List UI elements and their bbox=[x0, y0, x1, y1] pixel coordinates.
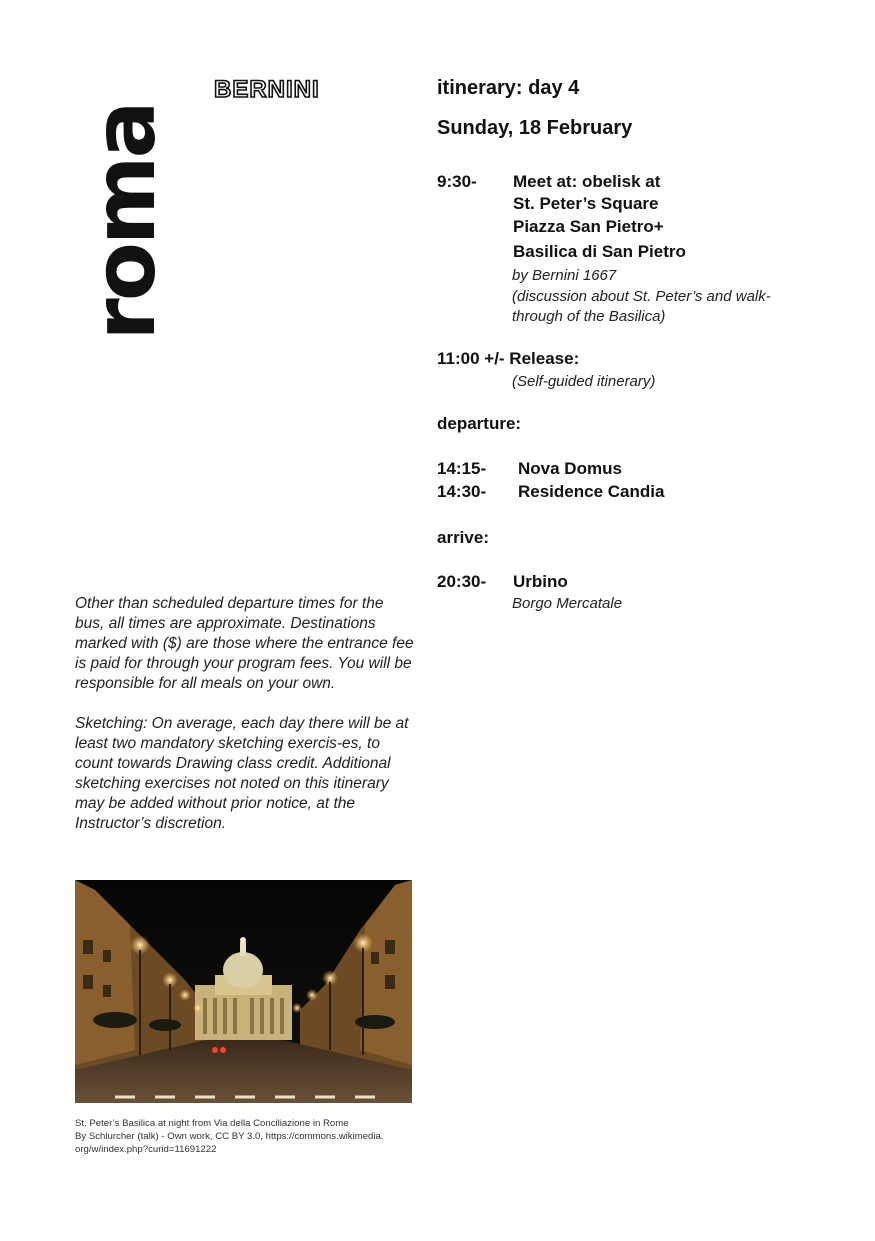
caption-line-1: St. Peter’s Basilica at night from Via della Conciliazione in Rome bbox=[75, 1118, 349, 1129]
departure-time-2: 14:30- bbox=[437, 482, 487, 501]
arrive-place: Urbino bbox=[513, 572, 568, 591]
meet-line-2: St. Peter’s Square bbox=[513, 194, 659, 213]
notes-paragraph-1: Other than scheduled departure times for the bus, all times are approximate. Destinations marked with ($) are those where the entrance fee is paid for through your program fees. You will be responsible for all meals on your own. bbox=[75, 595, 414, 692]
caption-line-2: By Schlurcher (talk) - Own work, CC BY 3.0, https://commons.wikimedia. bbox=[75, 1131, 384, 1142]
meet-line-3: Piazza San Pietro+ bbox=[513, 217, 664, 236]
meet-line-4: Basilica di San Pietro bbox=[513, 242, 686, 261]
itinerary-date: Sunday, 18 February bbox=[437, 117, 633, 139]
notes-paragraph-2: Sketching: On average, each day there will be at least two mandatory sketching exercis-es, to count towards Drawing class credit. Additional sketching exercises not noted on this itinerary may be added without prior notice, at the Instructor’s discretion. bbox=[75, 715, 409, 832]
departure-place-1: Nova Domus bbox=[518, 459, 622, 478]
meet-note-3: through of the Basilica) bbox=[512, 308, 666, 325]
meet-note-1: by Bernini 1667 bbox=[512, 267, 617, 284]
basilica-photo bbox=[75, 880, 412, 1103]
arrive-time: 20:30- bbox=[437, 572, 487, 591]
itinerary-heading: itinerary: day 4 bbox=[437, 77, 580, 99]
release-note: (Self-guided itinerary) bbox=[512, 373, 656, 390]
arrive-note: Borgo Mercatale bbox=[512, 595, 623, 612]
departure-heading: departure: bbox=[437, 414, 522, 433]
roma-title bbox=[75, 78, 175, 366]
roma-title-text: roma bbox=[75, 103, 175, 341]
caption-line-3: org/w/index.php?curid=11691222 bbox=[75, 1144, 217, 1155]
release-label: 11:00 +/- Release: bbox=[437, 349, 580, 368]
photo-caption bbox=[75, 1117, 415, 1156]
meet-note-2: (discussion about St. Peter’s and walk- bbox=[512, 288, 771, 305]
departure-place-2: Residence Candia bbox=[518, 482, 665, 501]
arrive-heading: arrive: bbox=[437, 528, 489, 547]
notes-block bbox=[75, 594, 415, 854]
bernini-title: BERNINI bbox=[214, 76, 320, 103]
departure-time-1: 14:15- bbox=[437, 459, 487, 478]
meet-time: 9:30- bbox=[437, 172, 477, 191]
meet-line-1: Meet at: obelisk at bbox=[513, 172, 661, 191]
